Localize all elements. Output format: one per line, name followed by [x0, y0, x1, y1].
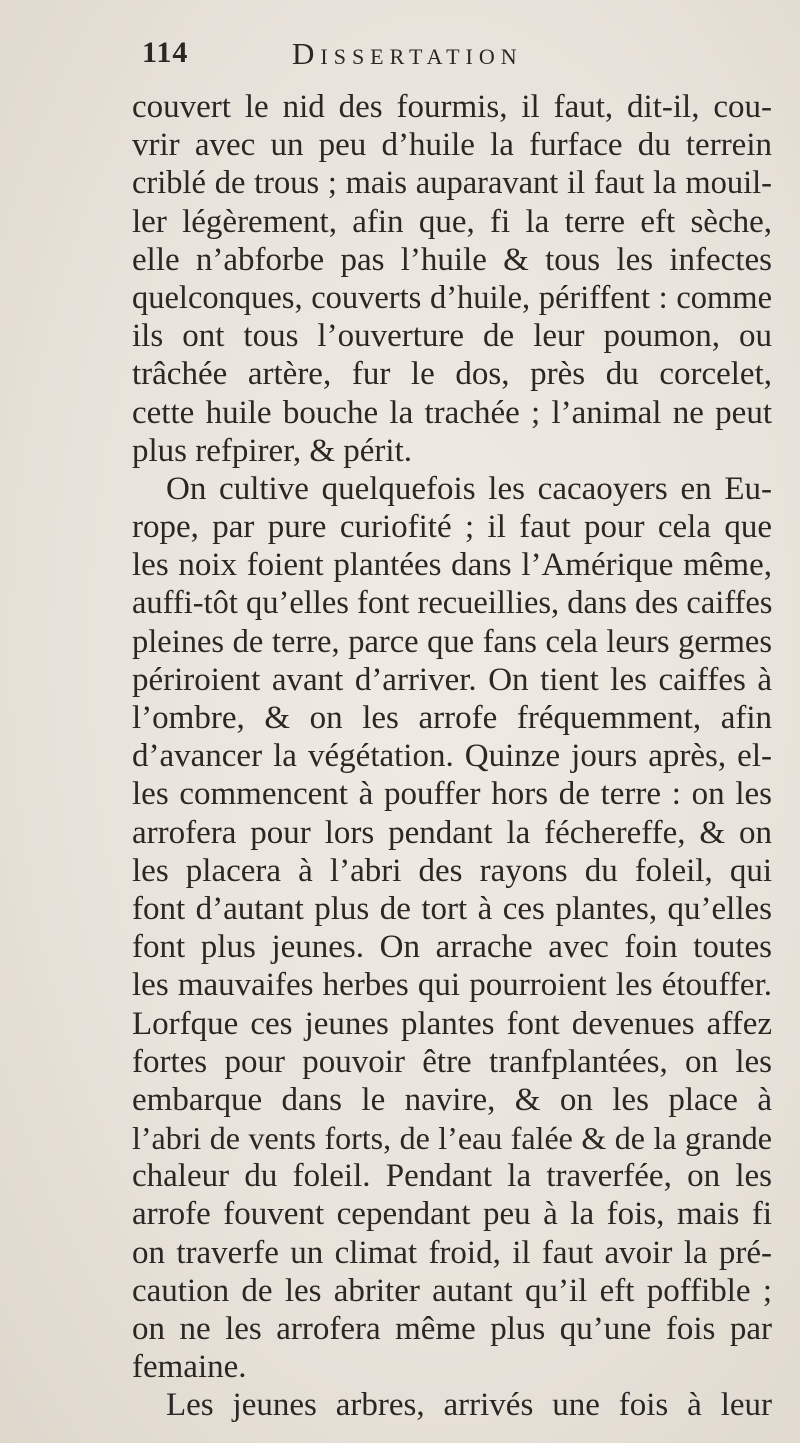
text-line: les noix foient plantées dans l’Amérique même,: [132, 547, 772, 584]
text-line: On cultive quelquefois les cacaoyers en Eu-: [166, 470, 772, 507]
text-line: périroient avant d’arriver. On tient les caiffes à: [132, 661, 772, 698]
text-line: ils ont tous l’ouverture de leur poumon, ou: [132, 318, 772, 355]
text-line: Les jeunes arbres, arrivés une fois à leur: [166, 1387, 772, 1424]
text-line: chaleur du foleil. Pendant la traverfée, on les: [132, 1158, 772, 1195]
text-line: ler légèrement, afin que, fi la terre eft sèche,: [132, 203, 772, 240]
page-number: 114: [142, 36, 189, 69]
text-line: on traverfe un climat froid, il faut avoir la pré-: [132, 1234, 772, 1271]
running-title: Dissertation: [292, 36, 523, 71]
text-line: elle n’abforbe pas l’huile & tous les infectes: [132, 241, 772, 278]
text-line: plus refpirer, & périt.: [132, 432, 413, 469]
text-line: rope, par pure curiofité ; il faut pour cela que: [132, 509, 772, 546]
text-line: embarque dans le navire, & on les place à: [132, 1081, 772, 1118]
body-text: [132, 88, 772, 1425]
text-line: cette huile bouche la trachée ; l’animal ne peut: [132, 394, 772, 431]
text-line: on ne les arrofera même plus qu’une fois par: [132, 1311, 772, 1347]
text-line: quelconques, couverts d’huile, périffent : comme: [132, 279, 772, 316]
running-head: [142, 36, 762, 76]
text-line: caution de les abriter autant qu’il eft poffible ;: [132, 1272, 772, 1309]
text-line: font plus jeunes. On arrache avec foin toutes: [132, 929, 772, 966]
text-line: Lorfque ces jeunes plantes font devenues affez: [132, 1005, 772, 1042]
text-line: font d’autant plus de tort à ces plantes, qu’elles: [132, 890, 772, 927]
text-line: les placera à l’abri des rayons du foleil, qui: [132, 852, 772, 889]
text-line: d’avancer la végétation. Quinze jours après, el-: [132, 738, 772, 775]
text-line: les mauvaifes herbes qui pourroient les étouffer.: [132, 967, 772, 1004]
text-line: criblé de trous ; mais auparavant il faut la mouil-: [132, 165, 772, 202]
text-line: fortes pour pouvoir être tranfplantées, on les: [132, 1043, 772, 1080]
text-line: trâchée artère, fur le dos, près du corcelet,: [132, 356, 772, 393]
text-line: arrofe fouvent cependant peu à la fois, mais fi: [132, 1196, 772, 1233]
text-line: les commencent à pouffer hors de terre : on les: [132, 776, 772, 813]
text-line: l’ombre, & on les arrofe fréquemment, afin: [132, 700, 772, 736]
text-line: vrir avec un peu d’huile la furface du terrein: [132, 127, 772, 164]
text-line: arrofera pour lors pendant la féchereffe, & on: [132, 814, 772, 851]
text-line: pleines de terre, parce que fans cela leurs germes: [132, 623, 772, 660]
text-line: femaine.: [132, 1349, 247, 1386]
text-line: auffi-tôt qu’elles font recueillies, dans des caiffes: [132, 585, 773, 622]
text-line: l’abri de vents forts, de l’eau falée & de la grande: [132, 1120, 772, 1157]
text-line: couvert le nid des fourmis, il faut, dit-il, cou-: [132, 89, 772, 125]
